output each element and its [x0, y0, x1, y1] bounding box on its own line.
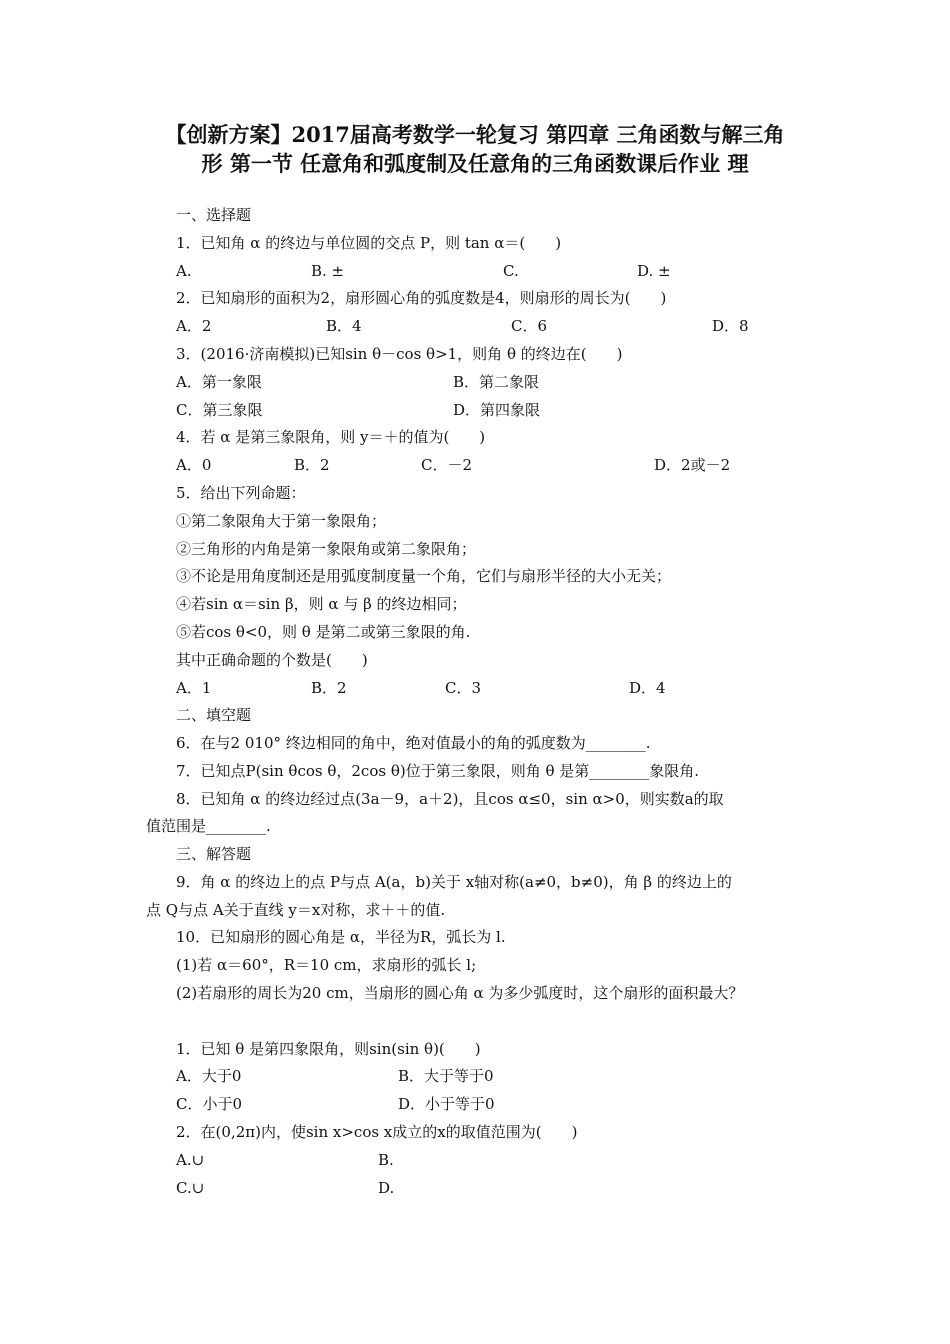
question-6: 6．在与2 010° 终边相同的角中，绝对值最小的角的弧度数为________. — [176, 734, 651, 752]
question-2-option-d: D．8 — [712, 317, 749, 335]
question-10-stem: 10．已知扇形的圆心角是 α，半径为R，弧长为 l. — [176, 928, 506, 946]
question-1-option-b: B. ± — [311, 262, 345, 280]
bonus-question-2-option-b: B. — [378, 1151, 394, 1169]
bonus-question-1-stem: 1．已知 θ 是第四象限角，则sin(sin θ)( ) — [176, 1040, 481, 1058]
question-5-item-2: ②三角形的内角是第一象限角或第二象限角； — [176, 540, 477, 558]
question-3-option-c: C．第三象限 — [176, 401, 263, 419]
title-line-2: 形 第一节 任意角和弧度制及任意角的三角函数课后作业 理 — [201, 151, 749, 176]
question-3-option-a: A．第一象限 — [176, 373, 262, 391]
bonus-question-1-option-c: C．小于0 — [176, 1095, 243, 1113]
section-heading-choice: 一、选择题 — [176, 206, 252, 224]
question-3-stem: 3．(2016·济南模拟)已知sin θ－cos θ>1，则角 θ 的终边在( ) — [176, 345, 623, 363]
question-5-item-5: ⑤若cos θ<0，则 θ 是第二或第三象限的角. — [176, 623, 471, 641]
question-5-option-c: C．3 — [445, 679, 482, 697]
question-1-option-a: A. — [176, 262, 192, 280]
question-1-option-d: D. ± — [637, 262, 671, 280]
question-3-option-d: D．第四象限 — [453, 401, 541, 419]
question-5-item-1: ①第二象限角大于第一象限角； — [176, 512, 387, 530]
question-4-stem: 4．若 α 是第三象限角，则 y＝＋的值为( ) — [176, 428, 486, 446]
bonus-question-1-option-a: A．大于0 — [176, 1067, 242, 1085]
question-2-option-b: B．4 — [326, 317, 362, 335]
question-8-line-1: 8．已知角 α 的终边经过点(3a－9，a＋2)，且cos α≤0，sin α>0，则实数a的取 — [176, 790, 724, 808]
question-8-line-2: 值范围是________. — [146, 817, 271, 835]
question-4-option-d: D．2或－2 — [654, 456, 731, 474]
section-heading-fill: 二、填空题 — [176, 706, 252, 724]
bonus-question-1-option-b: B．大于等于0 — [398, 1067, 494, 1085]
title-line-1: 【创新方案】2017届高考数学一轮复习 第四章 三角函数与解三角 — [165, 122, 785, 147]
question-2-stem: 2．已知扇形的面积为2，扇形圆心角的弧度数是4，则扇形的周长为( ) — [176, 289, 667, 307]
question-4-option-c: C．－2 — [421, 456, 473, 474]
question-4-option-a: A．0 — [176, 456, 212, 474]
question-5-stem: 5．给出下列命题： — [176, 484, 306, 502]
question-10-part-2: (2)若扇形的周长为20 cm，当扇形的圆心角 α 为多少弧度时，这个扇形的面积最大？ — [176, 984, 744, 1002]
question-9-line-2: 点 Q与点 A关于直线 y＝x对称，求＋＋的值. — [146, 901, 446, 919]
bonus-question-2-option-d: D. — [378, 1179, 395, 1197]
question-2-option-a: A．2 — [176, 317, 212, 335]
bonus-question-1-option-d: D．小于等于0 — [398, 1095, 495, 1113]
question-3-option-b: B．第二象限 — [453, 373, 540, 391]
question-5-item-4: ④若sin α＝sin β，则 α 与 β 的终边相同； — [176, 595, 467, 613]
page-title — [140, 120, 810, 178]
question-2-option-c: C．6 — [511, 317, 548, 335]
question-7: 7．已知点P(sin θcos θ，2cos θ)位于第三象限，则角 θ 是第________象限角. — [176, 762, 700, 780]
question-10-part-1: (1)若 α＝60°，R＝10 cm，求扇形的弧长 l; — [176, 956, 477, 974]
bonus-question-2-option-c: C.∪ — [176, 1179, 205, 1197]
question-4-option-b: B．2 — [294, 456, 330, 474]
question-5-question: 其中正确命题的个数是( ) — [176, 651, 368, 669]
question-1-stem: 1．已知角 α 的终边与单位圆的交点 P，则 tan α＝( ) — [176, 234, 562, 252]
question-5-option-d: D．4 — [629, 679, 666, 697]
section-heading-solve: 三、解答题 — [176, 845, 252, 863]
question-5-option-b: B．2 — [311, 679, 347, 697]
question-9-line-1: 9．角 α 的终边上的点 P与点 A(a，b)关于 x轴对称(a≠0，b≠0)，角 β 的终边上的 — [176, 873, 732, 891]
question-1-option-c: C. — [503, 262, 519, 280]
question-5-item-3: ③不论是用角度制还是用弧度制度量一个角，它们与扇形半径的大小无关； — [176, 567, 672, 585]
bonus-question-2-stem: 2．在(0,2π)内，使sin x>cos x成立的x的取值范围为( ) — [176, 1123, 578, 1141]
question-5-option-a: A．1 — [176, 679, 212, 697]
bonus-question-2-option-a: A.∪ — [176, 1151, 205, 1169]
